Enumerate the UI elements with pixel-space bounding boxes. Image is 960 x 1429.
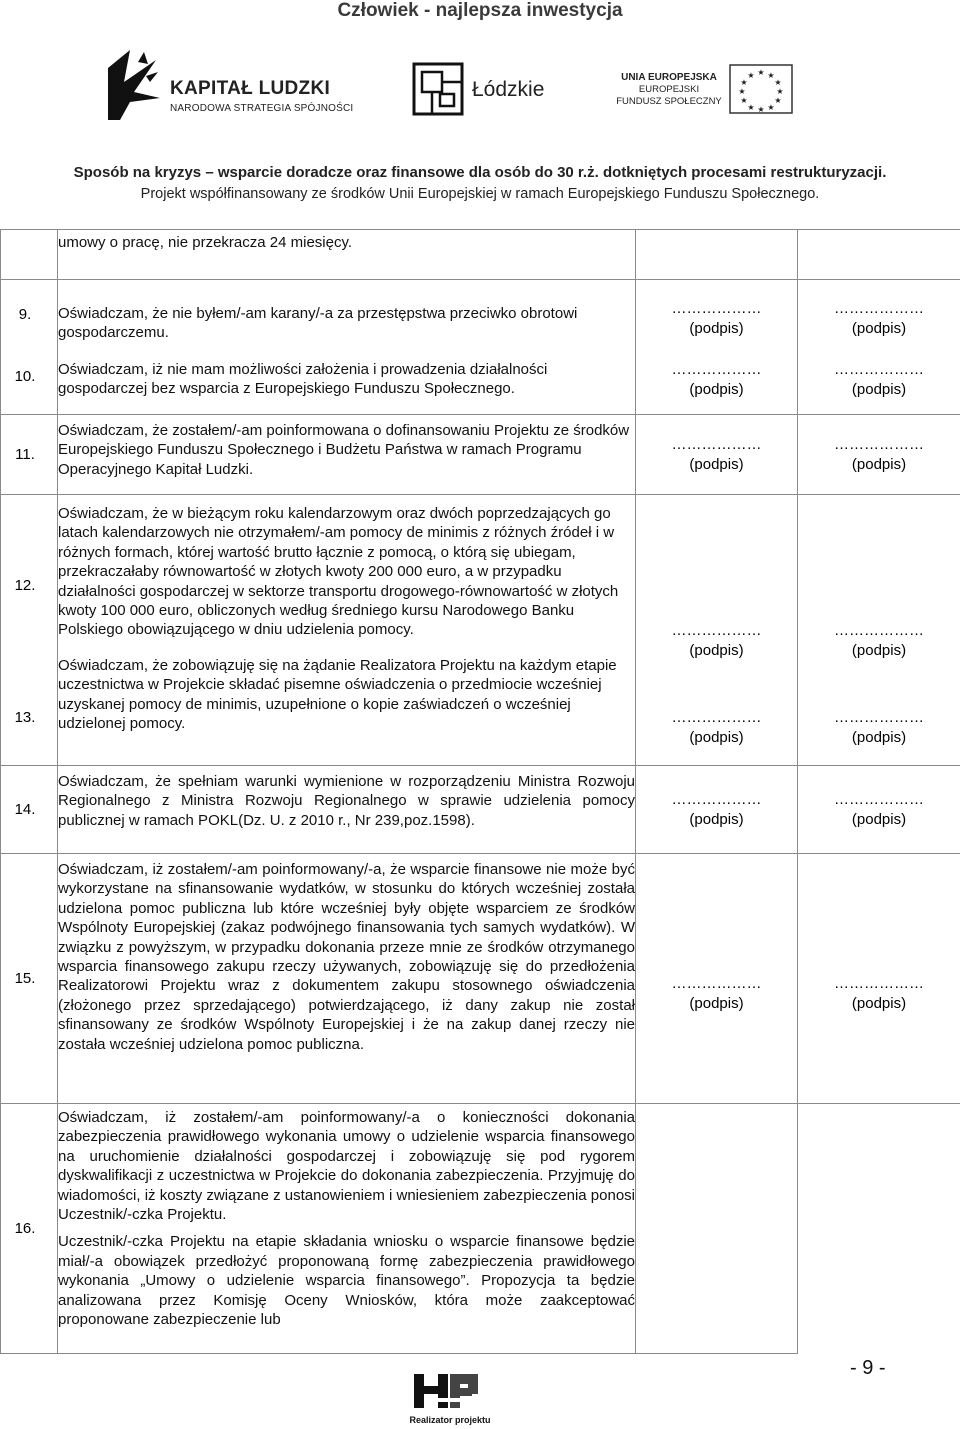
kapital-ludzki-star-icon	[100, 48, 164, 120]
table-row	[1, 495, 960, 766]
lodzkie-logo	[412, 62, 545, 121]
declaration-text: umowy o pracę, nie przekracza 24 miesięcy.	[58, 230, 636, 280]
signature-cell-1	[636, 1104, 798, 1354]
signature-cell-2	[798, 1104, 960, 1354]
svg-text:★: ★	[767, 103, 775, 112]
declaration-text	[58, 1104, 636, 1354]
table-row	[1, 415, 960, 495]
row-number: 11.	[1, 415, 58, 495]
table-row	[1, 854, 960, 1104]
row-number: 14.	[1, 766, 58, 854]
page-heading: Człowiek - najlepsza inwestycja	[337, 0, 623, 21]
eu-line-3: FUNDUSZ SPOŁECZNY	[616, 96, 722, 107]
table-row	[1, 230, 960, 280]
declaration-13: Oświadczam, że zobowiązuję się na żądanie Realizatora Projektu na każdym etapie uczestnictwa w Projekcie składać pisemne oświadczenia o przedmiocie wcześniej uzyskanej pomocy de minimis, uzupełnione o kopie zaświadczeń o wcześniej udzielonej pomocy.	[58, 656, 617, 733]
cofinancing-note: Projekt współfinansowany ze środków Unii Europejskiej w ramach Europejskiego Funduszu Społecznego.	[140, 186, 820, 202]
signature-cell-2: ……………… (podpis) ……………… (podpis)	[798, 280, 960, 415]
kapital-ludzki-logo	[100, 48, 354, 125]
signature-cell-1: ……………… (podpis)	[636, 415, 798, 495]
declaration-text	[58, 495, 636, 766]
project-title: Sposób na kryzys – wsparcie doradcze oraz finansowe dla osób do 30 r.ż. dotkniętych procesami restrukturyzacji.	[73, 164, 887, 181]
eu-logo-text	[615, 72, 723, 108]
signature-cell-1: ……………… (podpis) ……………… (podpis)	[636, 280, 798, 415]
table-row	[1, 280, 960, 415]
declaration-text	[58, 280, 636, 415]
hrp-logo	[400, 1372, 500, 1425]
realizator-label: Realizator projektu	[409, 1415, 491, 1425]
row-number: 16.	[1, 1104, 58, 1354]
signature-cell-2: ……………… (podpis)	[798, 766, 960, 854]
signature-cell-2: ……………… (podpis)	[798, 854, 960, 1104]
lodzkie-name: Łódzkie	[472, 78, 545, 101]
signature-cell-1	[636, 230, 798, 280]
eu-line-2: EUROPEJSKI	[638, 84, 700, 95]
svg-text:★: ★	[747, 71, 755, 80]
eu-flag-icon	[729, 64, 793, 114]
svg-text:★: ★	[738, 87, 746, 96]
lodzkie-emblem-icon	[412, 62, 464, 116]
signature-cell-1: ……………… (podpis) ……………… (podpis)	[636, 495, 798, 766]
svg-text:★: ★	[776, 87, 784, 96]
row-number: 9. 10.	[1, 280, 58, 415]
declaration-text: Oświadczam, że zostałem/-am poinformowana o dofinansowaniu Projektu ze środków Europejskiego Funduszu Społecznego i Budżetu Państwa w ramach Programu Operacyjnego Kapitał Ludzki.	[58, 415, 636, 495]
declaration-text: Oświadczam, iż zostałem/-am poinformowany/-a, że wsparcie finansowe nie może być wykorzystane na sfinansowanie wydatków, w stosunku do których wcześniej została udzielona pomoc publiczna lub które wcześniej były objęte wsparciem ze środków Wspólnoty Europejskiej (zakaz podwójnego finansowania tych samych wydatków). W związku z powyższym, w przypadku dokonania przeze mnie ze środków otrzymanego wsparcia finansowego zakupu rzeczy używanych, zobowiązuję się do przedłożenia Realizatorowi Projektu wraz z dokumentem zakupu stosownego oświadczenia (złożonego przez sprzedającego) potwierdzającego, iż dany zakup nie został sfinansowany ze środków Wspólnoty Europejskiej i że na zakup danej rzeczy nie została wcześniej udzielona pomoc publiczna.	[58, 854, 636, 1104]
row-number	[1, 230, 58, 280]
declaration-10: Oświadczam, iż nie mam możliwości założenia i prowadzenia działalności gospodarczej bez wsparcia z Europejskiego Funduszu Społecznego.	[58, 360, 548, 397]
declaration-12: Oświadczam, że w bieżącym roku kalendarzowym oraz dwóch poprzedzających go latach kalendarzowych nie otrzymałem/-am pomocy de minimis z różnych źródeł i w różnych formach, której wartość brutto łącznie z pomocą, o którą się ubiegam, przekraczałaby równowartość w złotych kwoty 200 000 euro, a w przypadku działalności gospodarczej w sektorze transportu drogowego-równowartość w złotych kwoty 100 000 euro, obliczonych według średniego kursu Narodowego Banku Polskiego obowiązującego w dniu udzielenia pomocy.	[58, 505, 619, 639]
signature-cell-2	[798, 230, 960, 280]
signature-cell-1: ……………… (podpis)	[636, 854, 798, 1104]
declaration-16-part-2: Uczestnik/-czka Projektu na etapie składania wniosku o wsparcie finansowe będzie miał/-a obowiązek przedłożyć proponowaną formę zabezpieczenia prawidłowego wykonania „Umowy o udzielenie wsparcia finansowego”. Propozycja ta będzie analizowana przez Komisję Oceny Wniosków, która może zaakceptować proponowane zabezpieczenie lub	[58, 1233, 635, 1329]
hrp-logo-icon	[408, 1372, 492, 1410]
svg-text:★: ★	[774, 78, 782, 87]
svg-text:★: ★	[740, 96, 748, 105]
logo-bar	[0, 40, 960, 150]
svg-text:★: ★	[774, 96, 782, 105]
page-number: - 9 -	[850, 1357, 886, 1379]
kapital-ludzki-name: KAPITAŁ LUDZKI	[170, 78, 331, 99]
signature-cell-1: ……………… (podpis)	[636, 766, 798, 854]
svg-text:★: ★	[757, 68, 765, 77]
declaration-9: Oświadczam, że nie byłem/-am karany/-a za przestępstwa przeciwko obrotowi gospodarczemu.	[58, 304, 578, 341]
svg-text:★: ★	[767, 71, 775, 80]
svg-text:★: ★	[747, 103, 755, 112]
svg-text:★: ★	[757, 105, 765, 114]
table-row	[1, 1104, 960, 1354]
eu-line-1: UNIA EUROPEJSKA	[621, 72, 717, 83]
svg-text:★: ★	[740, 78, 748, 87]
signature-cell-2: ……………… (podpis) ……………… (podpis)	[798, 495, 960, 766]
declaration-16-part-1: Oświadczam, iż zostałem/-am poinformowany/-a o konieczności dokonania zabezpieczenia prawidłowego wykonania umowy o udzielenie wsparcia finansowego na uruchomienie działalności gospodarczej i zobowiązuję się pod rygorem dyskwalifikacji z uczestnictwa w Projekcie do dokonania zabezpieczenia. Przyjmuję do wiadomości, iż koszty związane z ustanowieniem i wniesieniem zabezpieczenia ponosi Uczestnik/-czka Projektu.	[58, 1109, 635, 1224]
declaration-text: Oświadczam, że spełniam warunki wymienione w rozporządzeniu Ministra Rozwoju Regionalnego z Ministra Rozwoju Regionalnego w sprawie udzielenia pomocy publicznej w ramach POKL(Dz. U. z 2010 r., Nr 239,poz.1598).	[58, 766, 636, 854]
row-number: 15.	[1, 854, 58, 1104]
declarations-table	[0, 229, 960, 1354]
signature-cell-2: ……………… (podpis)	[798, 415, 960, 495]
table-row	[1, 766, 960, 854]
kapital-ludzki-subtitle: NARODOWA STRATEGIA SPÓJNOŚCI	[170, 103, 354, 114]
row-number: 12. 13.	[1, 495, 58, 766]
